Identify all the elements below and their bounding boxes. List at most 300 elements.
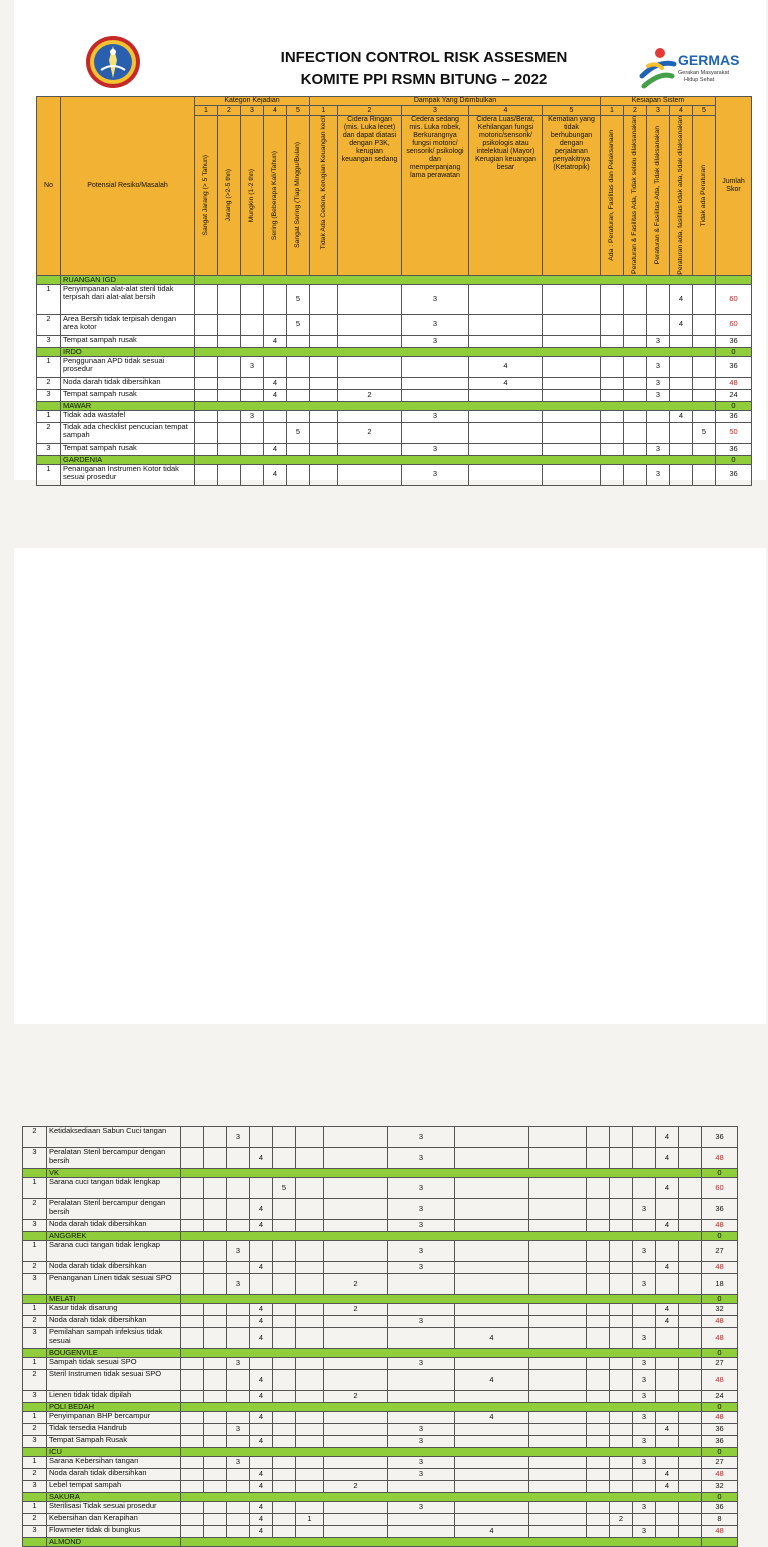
score-cell [624,422,647,443]
score-cell [469,284,543,314]
score-cell [227,1391,250,1403]
header-kategori-label: Mungkin (1-2 thn) [248,168,255,222]
score-cell [218,410,241,422]
row-total-score: 36 [716,443,752,455]
score-cell [296,1424,324,1436]
score-cell [273,1127,296,1148]
score-cell [227,1412,250,1424]
score-cell [455,1424,529,1436]
table-row [37,284,752,314]
score-cell [601,377,624,389]
score-cell [273,1358,296,1370]
row-no: 3 [37,389,61,401]
score-cell: 3 [633,1457,656,1469]
score-cell [296,1274,324,1295]
row-total-score: 36 [702,1424,738,1436]
score-cell [670,464,693,485]
score-cell: 3 [647,356,670,377]
score-cell [241,389,264,401]
score-cell [388,1328,455,1349]
header-kesiapan-label: Tidak ada Peraturan [700,164,707,227]
row-total-score: 36 [702,1436,738,1448]
score-cell [218,464,241,485]
score-cell [656,1199,679,1220]
score-cell [250,1274,273,1295]
score-cell: 4 [656,1148,679,1169]
header-kesiapan-label: Peraturan & Fasilitas Ada, Tidak dilaksanakan [654,126,661,265]
score-cell [296,1262,324,1274]
section-no-cell [37,347,61,356]
score-cell [633,1148,656,1169]
row-total-score: 60 [716,284,752,314]
score-cell [324,1328,388,1349]
score-cell [287,356,310,377]
score-cell [670,335,693,347]
score-cell [181,1304,204,1316]
header-dampak-col [469,116,543,276]
score-cell [324,1316,388,1328]
score-cell: 4 [250,1304,273,1316]
score-cell [693,335,716,347]
score-cell [181,1127,204,1148]
row-no: 3 [37,335,61,347]
row-no: 1 [23,1178,47,1199]
score-cell [693,410,716,422]
score-cell [227,1514,250,1526]
header-level-number: 5 [287,106,310,116]
table-row [23,1178,738,1199]
score-cell: 3 [633,1358,656,1370]
section-name: GARDENIA [61,455,195,464]
score-cell [587,1241,610,1262]
score-cell [670,377,693,389]
score-cell [273,1469,296,1481]
header-dampak-label: Cidera Luas/Berat, Kehilangan fungsi motoric/sensorik/ psikologis atau intelektual (Mayor) Kerugian keuangan besar [475,116,536,171]
score-cell: 3 [633,1274,656,1295]
score-cell [273,1304,296,1316]
section-name: POLI BEDAH [47,1403,181,1412]
section-fill [181,1403,702,1412]
score-cell [273,1391,296,1403]
score-cell [204,1148,227,1169]
table-row [37,356,752,377]
score-cell: 3 [388,1178,455,1199]
row-problem-text: Noda darah tidak dibersihkan [47,1220,181,1232]
score-cell: 4 [656,1469,679,1481]
score-cell [227,1526,250,1538]
score-cell [204,1241,227,1262]
score-cell [204,1199,227,1220]
score-cell [455,1502,529,1514]
section-row [23,1448,738,1457]
row-no: 1 [37,464,61,485]
row-problem-text: Lienen tidak tidak dipilah [47,1391,181,1403]
score-cell [656,1370,679,1391]
section-row [23,1232,738,1241]
header-kategori-label: Sering (Beberapa Kali/Tahun) [271,150,278,240]
score-cell [227,1502,250,1514]
table-row [37,314,752,335]
table-row [23,1148,738,1169]
row-no: 1 [37,284,61,314]
score-cell [264,284,287,314]
section-name: MAWAR [61,401,195,410]
table-row [37,443,752,455]
score-cell [587,1514,610,1526]
score-cell: 3 [388,1469,455,1481]
score-cell [273,1370,296,1391]
score-cell [338,443,402,455]
score-cell [656,1328,679,1349]
section-fill [181,1538,702,1547]
score-cell: 4 [455,1370,529,1391]
score-cell [587,1316,610,1328]
score-cell [610,1328,633,1349]
score-cell [195,377,218,389]
score-cell: 4 [264,377,287,389]
score-cell [264,356,287,377]
row-no: 3 [23,1220,47,1232]
score-cell [624,464,647,485]
row-no: 3 [23,1526,47,1538]
row-no: 2 [37,377,61,389]
score-cell [181,1412,204,1424]
score-cell [587,1526,610,1538]
score-cell [181,1436,204,1448]
score-cell [529,1358,587,1370]
score-cell: 4 [656,1220,679,1232]
score-cell [310,464,338,485]
score-cell [587,1412,610,1424]
score-cell [587,1502,610,1514]
header-level-number: 1 [195,106,218,116]
score-cell [543,389,601,401]
score-cell [181,1424,204,1436]
score-cell [287,335,310,347]
row-total-score: 32 [702,1481,738,1493]
score-cell [693,356,716,377]
score-cell [469,422,543,443]
row-problem-text: Pemilahan sampah infeksius tidak sesuai [47,1328,181,1349]
row-total-score: 36 [716,464,752,485]
score-cell: 3 [633,1412,656,1424]
score-cell: 3 [402,464,469,485]
section-name: IRDO [61,347,195,356]
score-cell [610,1274,633,1295]
risk-assessment-table [36,96,752,486]
score-cell [324,1412,388,1424]
score-cell [296,1370,324,1391]
row-no: 2 [23,1370,47,1391]
row-no: 1 [23,1457,47,1469]
row-problem-text: Sampah tidak sesuai SPO [47,1358,181,1370]
row-total-score: 60 [716,314,752,335]
score-cell [529,1412,587,1424]
score-cell: 5 [287,284,310,314]
score-cell [693,443,716,455]
score-cell: 3 [227,1127,250,1148]
score-cell [324,1220,388,1232]
row-problem-text: Tempat sampah rusak [61,389,195,401]
row-problem-text: Penyimpanan BHP bercampur [47,1412,181,1424]
score-cell [338,335,402,347]
score-cell [656,1274,679,1295]
section-no-cell [23,1349,47,1358]
score-cell [227,1316,250,1328]
section-score: 0 [716,347,752,356]
score-cell [633,1220,656,1232]
section-fill [181,1232,702,1241]
score-cell [587,1481,610,1493]
row-total-score: 48 [702,1148,738,1169]
section-no-cell [23,1232,47,1241]
score-cell [181,1220,204,1232]
score-cell [679,1199,702,1220]
score-cell [250,1424,273,1436]
germas-name: GERMAS [678,52,740,68]
section-fill [181,1169,702,1178]
score-cell [624,389,647,401]
score-cell: 3 [388,1241,455,1262]
score-cell [296,1412,324,1424]
score-cell [679,1469,702,1481]
score-cell [529,1514,587,1526]
score-cell: 3 [227,1358,250,1370]
score-cell [241,443,264,455]
score-cell [227,1148,250,1169]
header-kategori-label: Jarang (>2-5 thn) [225,169,232,222]
row-problem-text: Peralatan Steril bercampur dengan bersih [47,1148,181,1169]
header-kesiapan-col [647,116,670,276]
row-problem-text: Flowmeter tidak di bungkus [47,1526,181,1538]
table-row [23,1316,738,1328]
score-cell [693,284,716,314]
score-cell [647,314,670,335]
score-cell: 2 [338,422,402,443]
row-no: 3 [23,1481,47,1493]
header-dampak-label: Cidera Ringan (mis. Luka lecet) dan dapat diatasi dengan P3K, kerugian keuangan sedang [341,116,398,163]
score-cell [587,1274,610,1295]
score-cell [587,1220,610,1232]
score-cell [601,464,624,485]
germas-tagline-2: Hidup Sehat [684,77,715,83]
row-no: 2 [37,422,61,443]
score-cell [587,1457,610,1469]
score-cell: 4 [250,1370,273,1391]
row-problem-text: Penggunaan APD tidak sesuai prosedur [61,356,195,377]
score-cell [181,1502,204,1514]
header-level-number: 2 [624,106,647,116]
row-total-score: 48 [702,1469,738,1481]
score-cell [647,410,670,422]
score-cell [529,1199,587,1220]
score-cell [610,1241,633,1262]
score-cell [529,1127,587,1148]
score-cell [455,1316,529,1328]
section-row [23,1169,738,1178]
score-cell [324,1148,388,1169]
score-cell: 3 [388,1457,455,1469]
score-cell: 4 [264,464,287,485]
score-cell: 4 [264,389,287,401]
row-no: 1 [23,1412,47,1424]
score-cell [610,1127,633,1148]
row-total-score: 48 [702,1262,738,1274]
score-cell [388,1274,455,1295]
table-row [23,1481,738,1493]
score-cell [587,1262,610,1274]
score-cell [529,1241,587,1262]
row-no: 3 [37,443,61,455]
score-cell: 3 [402,410,469,422]
score-cell [241,377,264,389]
score-cell [587,1424,610,1436]
score-cell [204,1316,227,1328]
row-no: 3 [23,1274,47,1295]
row-no: 2 [23,1127,47,1148]
score-cell [296,1178,324,1199]
score-cell [204,1469,227,1481]
score-cell [296,1436,324,1448]
score-cell: 3 [647,377,670,389]
score-cell [402,356,469,377]
score-cell [324,1358,388,1370]
score-cell [587,1436,610,1448]
score-cell [310,377,338,389]
score-cell [679,1457,702,1469]
row-problem-text: Tidak tersedia Handrub [47,1424,181,1436]
score-cell [670,389,693,401]
score-cell [204,1358,227,1370]
score-cell [587,1127,610,1148]
score-cell [273,1481,296,1493]
score-cell [250,1457,273,1469]
score-cell [610,1220,633,1232]
score-cell: 3 [633,1502,656,1514]
score-cell [204,1274,227,1295]
header-kategori-col [241,116,264,276]
score-cell [287,389,310,401]
score-cell: 3 [633,1391,656,1403]
row-total-score: 48 [716,377,752,389]
score-cell: 4 [656,1127,679,1148]
score-cell [601,422,624,443]
header-dampak-col [402,116,469,276]
score-cell [273,1514,296,1526]
row-problem-text: Noda darah tidak dibersihkan [47,1469,181,1481]
score-cell [296,1328,324,1349]
score-cell [529,1370,587,1391]
header-kesiapan-label: Peraturan ada, fasilitas tidak ada, tidak dilaksanakan [677,116,684,275]
row-problem-text: Lebel tempat sampah [47,1481,181,1493]
row-no: 1 [23,1241,47,1262]
score-cell: 3 [227,1424,250,1436]
score-cell [296,1220,324,1232]
score-cell [587,1370,610,1391]
score-cell: 5 [287,314,310,335]
score-cell [610,1391,633,1403]
row-problem-text: Kasur tidak disarung [47,1304,181,1316]
score-cell: 4 [250,1220,273,1232]
row-total-score: 60 [702,1178,738,1199]
score-cell [633,1424,656,1436]
header-level-number: 5 [693,106,716,116]
section-name: MELATI [47,1295,181,1304]
section-row [23,1538,738,1547]
score-cell: 3 [388,1262,455,1274]
row-no: 3 [23,1391,47,1403]
score-cell [529,1481,587,1493]
score-cell [455,1304,529,1316]
score-cell [679,1412,702,1424]
score-cell [273,1241,296,1262]
score-cell [543,377,601,389]
section-name: ALMOND [47,1538,181,1547]
score-cell [455,1220,529,1232]
score-cell [633,1178,656,1199]
score-cell [310,356,338,377]
score-cell [273,1436,296,1448]
score-cell [656,1358,679,1370]
row-total-score: 36 [716,335,752,347]
score-cell [693,389,716,401]
row-total-score: 36 [702,1127,738,1148]
row-no: 1 [37,356,61,377]
score-cell [273,1148,296,1169]
section-fill [181,1295,702,1304]
row-problem-text: Tempat sampah rusak [61,335,195,347]
section-score: 0 [716,401,752,410]
score-cell [195,335,218,347]
score-cell [287,410,310,422]
section-no-cell [23,1295,47,1304]
score-cell: 3 [388,1220,455,1232]
table-row [23,1127,738,1148]
table-row [23,1412,738,1424]
score-cell [601,335,624,347]
score-cell [587,1358,610,1370]
score-cell [679,1436,702,1448]
score-cell [610,1481,633,1493]
row-no: 1 [23,1304,47,1316]
header-level-number: 4 [264,106,287,116]
title-line-2: KOMITE PPI RSMN BITUNG – 2022 [300,71,548,88]
score-cell [227,1304,250,1316]
score-cell [469,314,543,335]
score-cell: 4 [656,1316,679,1328]
score-cell [624,314,647,335]
score-cell: 3 [402,314,469,335]
score-cell: 4 [250,1469,273,1481]
section-no-cell [23,1448,47,1457]
score-cell [204,1304,227,1316]
score-cell [181,1481,204,1493]
score-cell [195,389,218,401]
row-problem-text: Tempat sampah rusak [61,443,195,455]
score-cell [181,1241,204,1262]
section-name: SAKURA [47,1493,181,1502]
score-cell [610,1436,633,1448]
table-row [23,1262,738,1274]
score-cell: 4 [656,1481,679,1493]
score-cell [310,389,338,401]
score-cell [455,1148,529,1169]
row-total-score: 36 [702,1199,738,1220]
score-cell [679,1526,702,1538]
score-cell: 3 [402,443,469,455]
score-cell [338,284,402,314]
score-cell [338,464,402,485]
